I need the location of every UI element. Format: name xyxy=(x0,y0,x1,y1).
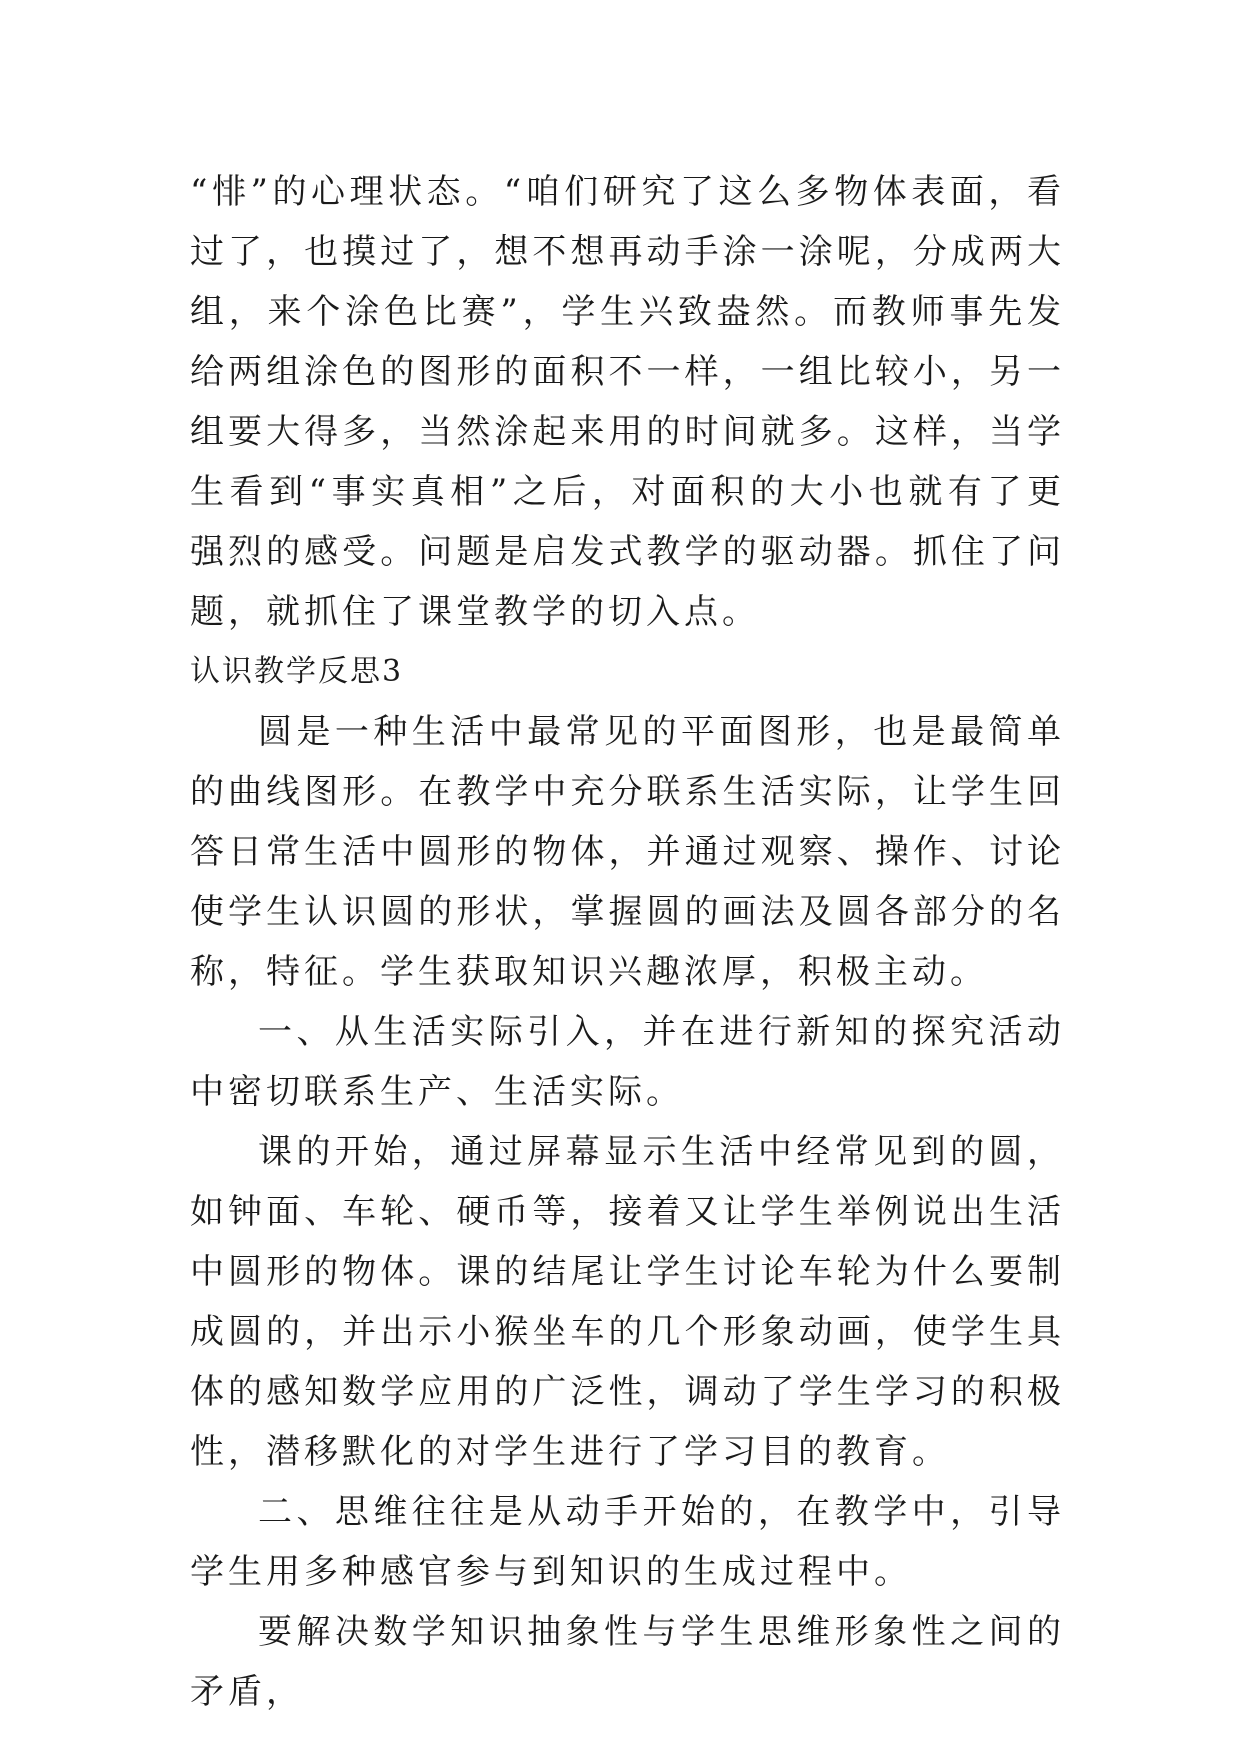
paragraph-lesson-start: 课的开始，通过屏幕显示生活中经常见到的圆，如钟面、车轮、硬币等，接着又让学生举例说出生活中圆形的物体。课的结尾让学生讨论车轮为什么要制成圆的，并出示小猴坐车的几个形象动画，使学生具体的感知数学应用的广泛性，调动了学生学习的积极性，潜移默化的对学生进行了学习目的教育。 xyxy=(190,1132,1065,1472)
paragraph-circle-intro: 圆是一种生活中最常见的平面图形，也是最简单的曲线图形。在教学中充分联系生活实际，让学生回答日常生活中圆形的物体，并通过观察、操作、讨论使学生认识圆的形状，掌握圆的画法及圆各部分的名称，特征。学生获取知识兴趣浓厚，积极主动。 xyxy=(190,712,1065,992)
section-heading: 认识教学反思3 xyxy=(190,654,404,689)
paragraph-continuation: “悱”的心理状态。“咱们研究了这么多物体表面，看过了，也摸过了，想不想再动手涂一涂呢，分成两大组，来个涂色比赛”，学生兴致盎然。而教师事先发给两组涂色的图形的面积不一样，一组比较小，另一组要大得多，当然涂起来用的时间就多。这样，当学生看到“事实真相”之后，对面积的大小也就有了更强烈的感受。问题是启发式教学的驱动器。抓住了问题，就抓住了课堂教学的切入点。 xyxy=(190,172,1065,632)
paragraph-point-one: 一、从生活实际引入，并在进行新知的探究活动中密切联系生产、生活实际。 xyxy=(190,1012,1065,1112)
paragraph-contradiction: 要解决数学知识抽象性与学生思维形象性之间的矛盾， xyxy=(190,1612,1065,1712)
document-body xyxy=(190,162,1065,1722)
paragraph-point-two: 二、思维往往是从动手开始的，在教学中，引导学生用多种感官参与到知识的生成过程中。 xyxy=(190,1492,1065,1592)
